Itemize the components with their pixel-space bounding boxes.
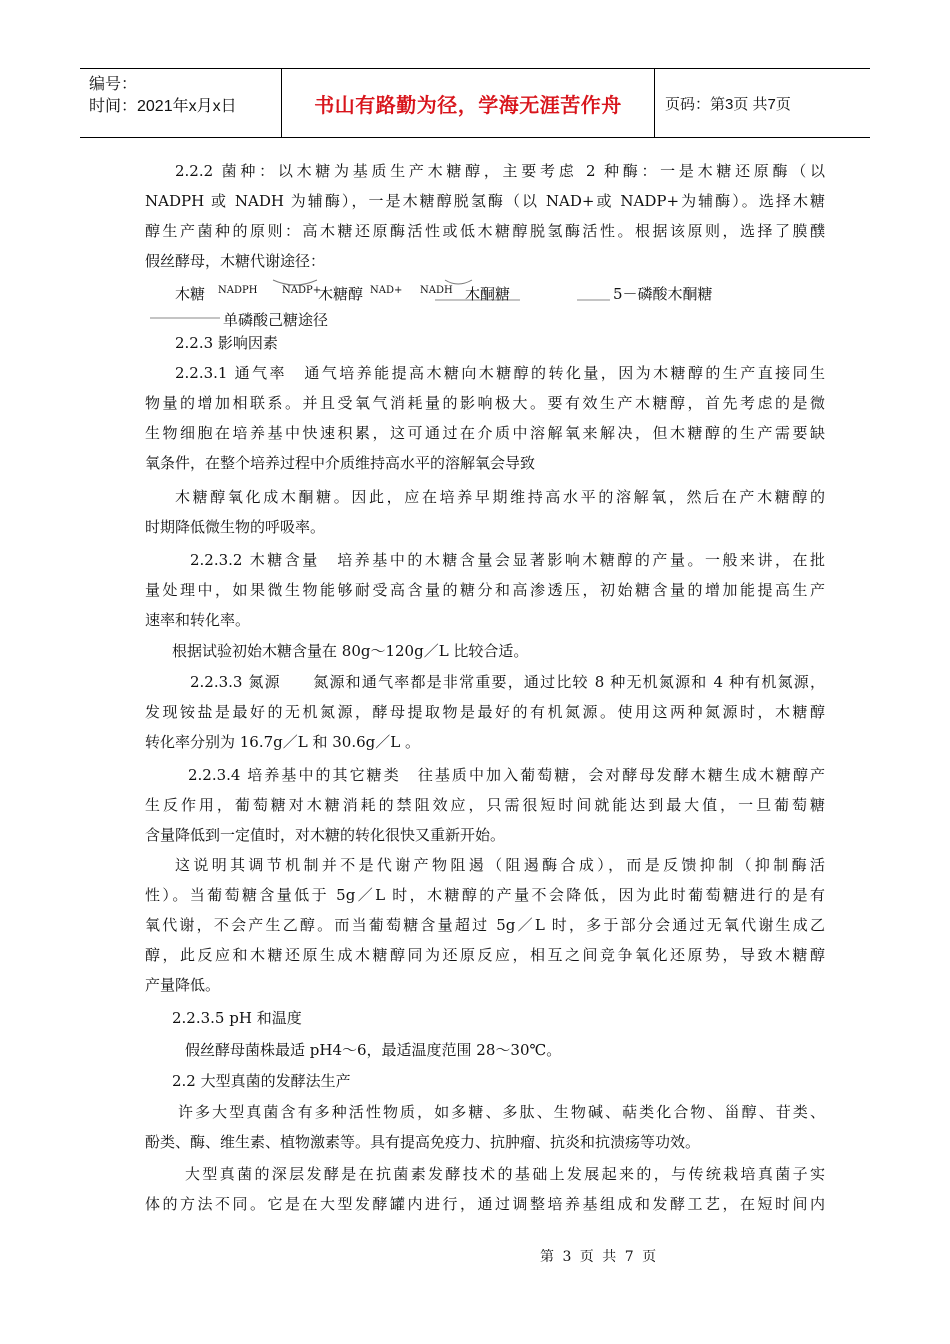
pathway-xylitol: 木糖醇 bbox=[318, 285, 364, 303]
pathway-pentose-route: 单磷酸己糖途径 bbox=[223, 311, 329, 329]
document-number-label: 编号： bbox=[89, 76, 138, 93]
paragraph-line: 木糖醇氧化成木酮糖。因此，应在培养早期维持高水平的溶解氧，然后在产木糖醇的 bbox=[175, 488, 825, 506]
paragraph-line: 大型真菌的深层发酵是在抗菌素发酵技术的基础上发展起来的，与传统栽培真菌子实 bbox=[185, 1165, 825, 1183]
paragraph-line: 发现铵盐是最好的无机氮源，酵母提取物是最好的有机氮源。使用这两种氮源时，木糖醇 bbox=[145, 703, 825, 721]
paragraph-line: 时期降低微生物的呼吸率。 bbox=[145, 518, 326, 536]
page-footer: 第 3 页 共 7 页 bbox=[540, 1249, 659, 1265]
paragraph-line: 2.2.3.2 木糖含量 培养基中的木糖含量会显著影响木糖醇的产量。一般来讲，在批 bbox=[190, 551, 825, 569]
paragraph-line: 假丝酵母，木糖代谢途径： bbox=[145, 252, 326, 270]
paragraph-line: 量处理中，如果微生物能够耐受高含量的糖分和高渗透压，初始糖含量的增加能提高生产 bbox=[145, 581, 825, 599]
header-motto: 书山有路勤为径，学海无涯苦作舟 bbox=[314, 92, 622, 117]
paragraph-line: 2.2.3.1 通气率 通气培养能提高木糖向木糖醇的转化量，因为木糖醇的生产直接同生 bbox=[175, 364, 825, 382]
paragraph-line: 这说明其调节机制并不是代谢产物阻遏（阻遏酶合成），而是反馈抑制（抑制酶活 bbox=[175, 856, 825, 874]
pathway-nadp-plus: NADP+ bbox=[282, 285, 322, 296]
paragraph-line: 许多大型真菌含有多种活性物质，如多糖、多肽、生物碱、萜类化合物、甾醇、苷类、 bbox=[178, 1103, 825, 1121]
paragraph-line: 生物细胞在培养基中快速积累，这可通过在介质中溶解氧来解决，但木糖醇的生产需要缺 bbox=[145, 424, 825, 442]
paragraph-line: 速率和转化率。 bbox=[145, 611, 251, 629]
paragraph-line: 2.2.3.4 培养基中的其它糖类 往基质中加入葡萄糖，会对酵母发酵木糖生成木糖醇产 bbox=[188, 766, 825, 784]
paragraph-line: 产量降低。 bbox=[145, 976, 221, 994]
header-table bbox=[80, 68, 870, 138]
paragraph-line: 含量降低到一定值时，对木糖的转化很快又重新开始。 bbox=[145, 826, 506, 844]
paragraph-line: 2.2.2 菌种：以木糖为基质生产木糖醇，主要考虑 2 种酶：一是木糖还原酶（以 bbox=[175, 162, 825, 180]
pathway-xylulose: 木酮糖 bbox=[465, 285, 511, 303]
pathway-nadph: NADPH bbox=[218, 285, 258, 296]
header-meta-cell bbox=[80, 69, 282, 137]
paragraph-line: 酚类、酶、维生素、植物激素等。具有提高免疫力、抗肿瘤、抗炎和抗溃疡等功效。 bbox=[145, 1133, 701, 1151]
pathway-nadh: NADH bbox=[420, 285, 453, 296]
paragraph-line: 氧条件，在整个培养过程中介质维持高水平的溶解氧会导致 bbox=[145, 454, 536, 472]
paragraph-line: 根据试验初始木糖含量在 80g～120g／L 比较合适。 bbox=[172, 642, 529, 660]
paragraph-line: 体的方法不同。它是在大型发酵罐内进行，通过调整培养基组成和发酵工艺，在短时间内 bbox=[145, 1195, 825, 1213]
header-page-info: 页码：第3页 共7页 bbox=[665, 95, 791, 113]
pathway-xylulose-5p: 5－磷酸木酮糖 bbox=[613, 285, 713, 303]
header-page-cell bbox=[665, 69, 870, 137]
pathway-nad-plus: NAD+ bbox=[370, 285, 403, 296]
paragraph-line: 物量的增加相联系。并且受氧气消耗量的影响极大。要有效生产木糖醇，首先考虑的是微 bbox=[145, 394, 825, 412]
header-motto-cell bbox=[282, 69, 655, 137]
paragraph-line: 醇生产菌种的原则：高木糖还原酶活性或低木糖醇脱氢酶活性。根据该原则，选择了膜醭 bbox=[145, 222, 825, 240]
paragraph-line: 假丝酵母菌株最适 pH4～6，最适温度范围 28～30℃。 bbox=[185, 1041, 562, 1059]
paragraph-line: 醇，此反应和木糖还原生成木糖醇同为还原反应，相互之间竞争氧化还原势，导致木糖醇 bbox=[145, 946, 825, 964]
section-heading: 2.2.3.5 pH 和温度 bbox=[172, 1009, 302, 1027]
paragraph-line: 转化率分别为 16.7g／L 和 30.6g／L 。 bbox=[145, 733, 420, 751]
paragraph-line: 2.2.3.3 氮源 氮源和通气率都是非常重要，通过比较 8 种无机氮源和 4 种有机氮源， bbox=[190, 673, 825, 691]
xylose-pathway-diagram bbox=[145, 276, 845, 336]
pathway-xylose: 木糖 bbox=[175, 285, 206, 303]
document-date-label: 时间：2021年x月x日 bbox=[89, 98, 237, 115]
paragraph-line: 氧代谢，不会产生乙醇。而当葡萄糖含量超过 5g／L 时，多于部分会通过无氧代谢生成乙 bbox=[145, 916, 825, 934]
section-heading: 2.2.3 影响因素 bbox=[175, 334, 278, 352]
paragraph-line: 性）。当葡萄糖含量低于 5g／L 时，木糖醇的产量不会降低，因为此时葡萄糖进行的是有 bbox=[145, 886, 825, 904]
paragraph-line: NADPH 或 NADH 为辅酶），一是木糖醇脱氢酶（以 NAD+或 NADP+为辅酶）。选择木糖 bbox=[145, 192, 825, 210]
section-heading: 2.2 大型真菌的发酵法生产 bbox=[172, 1072, 351, 1090]
paragraph-line: 生反作用，葡萄糖对木糖消耗的禁阻效应，只需很短时间就能达到最大值，一旦葡萄糖 bbox=[145, 796, 825, 814]
